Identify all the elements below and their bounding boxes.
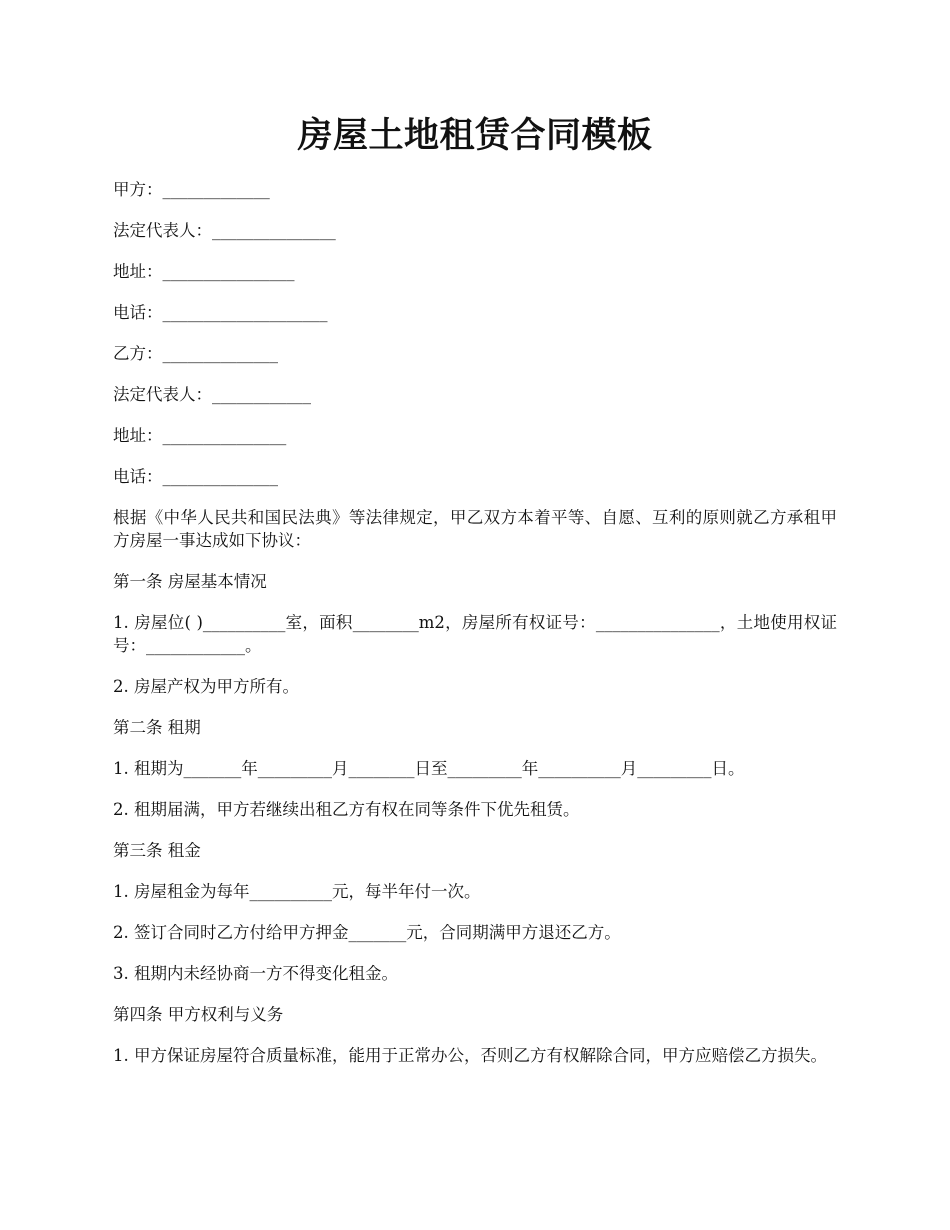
- party-a-line: 甲方：_____________: [113, 180, 270, 199]
- party-a-representative-line: 法定代表人：_______________: [113, 221, 336, 240]
- party-b-representative-line: 法定代表人：____________: [113, 385, 311, 404]
- article-3-clause-1: 1. 房屋租金为每年__________元，每半年付一次。: [113, 882, 481, 901]
- party-a-phone-line: 电话：____________________: [113, 303, 328, 322]
- article-4-clause-1: 1. 甲方保证房屋符合质量标准，能用于正常办公，否则乙方有权解除合同，甲方应赔偿乙方损失。: [113, 1046, 827, 1065]
- party-b-address-line: 地址：_______________: [113, 426, 287, 445]
- party-b-phone-line: 电话：______________: [113, 467, 278, 486]
- article-1-clause-1: 1. 房屋位( )__________室，面积________m2，房屋所有权证号：_______________，土地使用权证号：____________。: [113, 613, 837, 655]
- article-3-clause-2: 2. 签订合同时乙方付给甲方押金_______元，合同期满甲方退还乙方。: [113, 923, 621, 942]
- preamble-paragraph: 根据《中华人民共和国民法典》等法律规定，甲乙双方本着平等、自愿、互利的原则就乙方承租甲方房屋一事达成如下协议：: [113, 508, 837, 550]
- document-title: 房屋土地租赁合同模板: [297, 115, 653, 156]
- party-a-address-line: 地址：________________: [113, 262, 295, 281]
- document-body: [113, 178, 837, 1067]
- article-3-clause-3: 3. 租期内未经协商一方不得变化租金。: [113, 964, 398, 983]
- article-4-heading: 第四条 甲方权利与义务: [113, 1005, 284, 1024]
- article-2-heading: 第二条 租期: [113, 718, 201, 737]
- article-3-heading: 第三条 租金: [113, 841, 201, 860]
- article-1-heading: 第一条 房屋基本情况: [113, 572, 267, 591]
- party-b-line: 乙方：______________: [113, 344, 278, 363]
- article-1-clause-2: 2. 房屋产权为甲方所有。: [113, 677, 299, 696]
- article-2-clause-2: 2. 租期届满，甲方若继续出租乙方有权在同等条件下优先租赁。: [113, 800, 580, 819]
- article-2-clause-1: 1. 租期为_______年_________月________日至_________年__________月_________日。: [113, 759, 745, 778]
